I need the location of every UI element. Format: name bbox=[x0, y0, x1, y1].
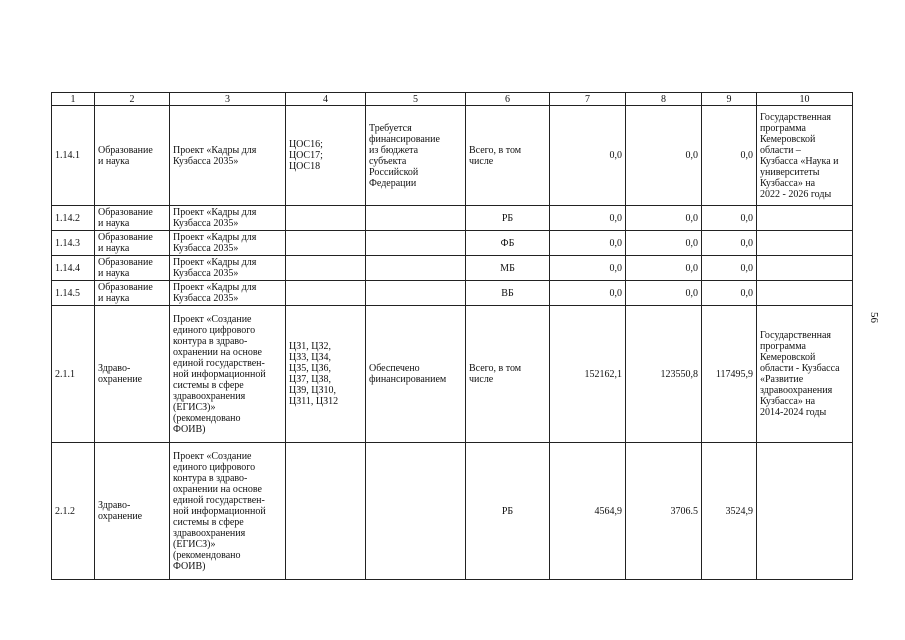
row-project: Проект «Кадры для Кузбасса 2035» bbox=[170, 231, 286, 256]
column-header: 3 bbox=[170, 93, 286, 106]
row-value-col7: 0,0 bbox=[550, 206, 626, 231]
table-row bbox=[52, 256, 853, 281]
row-value-col9: 0,0 bbox=[702, 106, 757, 206]
row-source: РБ bbox=[466, 443, 550, 580]
row-value-col7: 0,0 bbox=[550, 256, 626, 281]
row-codes bbox=[286, 256, 366, 281]
budget-table bbox=[51, 92, 853, 580]
row-id: 1.14.2 bbox=[52, 206, 95, 231]
row-status bbox=[366, 281, 466, 306]
row-value-col7: 152162,1 bbox=[550, 306, 626, 443]
table-row bbox=[52, 281, 853, 306]
row-id: 2.1.1 bbox=[52, 306, 95, 443]
row-project: Проект «Кадры для Кузбасса 2035» bbox=[170, 256, 286, 281]
table-row bbox=[52, 206, 853, 231]
row-value-col9: 3524,9 bbox=[702, 443, 757, 580]
row-value-col8: 0,0 bbox=[626, 281, 702, 306]
table-row bbox=[52, 231, 853, 256]
table-row bbox=[52, 306, 853, 443]
row-status bbox=[366, 443, 466, 580]
row-project: Проект «Кадры для Кузбасса 2035» bbox=[170, 281, 286, 306]
page-number: 56 bbox=[868, 312, 880, 323]
row-project: Проект «Создание единого цифрового контура в здраво- охранении на основе единой государствен- ной информационной системы в сфере здравоохранения (ЕГИСЗ)» (рекомендовано ФОИВ) bbox=[170, 306, 286, 443]
row-value-col7: 0,0 bbox=[550, 106, 626, 206]
row-source: Всего, в том числе bbox=[466, 306, 550, 443]
row-status: Требуется финансирование из бюджета субъекта Российской Федерации bbox=[366, 106, 466, 206]
row-project: Проект «Создание единого цифрового контура в здраво- охранении на основе единой государствен- ной информационной системы в сфере здравоохранения (ЕГИСЗ)» (рекомендовано ФОИВ) bbox=[170, 443, 286, 580]
row-area: Образование и наука bbox=[95, 231, 170, 256]
row-program bbox=[757, 281, 853, 306]
row-status: Обеспечено финансированием bbox=[366, 306, 466, 443]
column-header: 6 bbox=[466, 93, 550, 106]
row-value-col8: 3706.5 bbox=[626, 443, 702, 580]
row-status bbox=[366, 231, 466, 256]
column-header: 5 bbox=[366, 93, 466, 106]
row-value-col9: 0,0 bbox=[702, 231, 757, 256]
row-value-col8: 123550,8 bbox=[626, 306, 702, 443]
row-program: Государственная программа Кемеровской области – Кузбасса «Наука и университеты Кузбасса» на 2022 - 2026 годы bbox=[757, 106, 853, 206]
row-program bbox=[757, 231, 853, 256]
row-id: 2.1.2 bbox=[52, 443, 95, 580]
column-header: 4 bbox=[286, 93, 366, 106]
row-value-col9: 117495,9 bbox=[702, 306, 757, 443]
row-id: 1.14.1 bbox=[52, 106, 95, 206]
row-area: Образование и наука bbox=[95, 281, 170, 306]
row-value-col9: 0,0 bbox=[702, 256, 757, 281]
row-codes bbox=[286, 443, 366, 580]
column-header: 2 bbox=[95, 93, 170, 106]
row-area: Образование и наука bbox=[95, 256, 170, 281]
row-source: Всего, в том числе bbox=[466, 106, 550, 206]
row-program bbox=[757, 206, 853, 231]
row-value-col9: 0,0 bbox=[702, 281, 757, 306]
row-area: Здраво- охранение bbox=[95, 443, 170, 580]
column-header: 7 bbox=[550, 93, 626, 106]
row-area: Образование и наука bbox=[95, 206, 170, 231]
row-value-col8: 0,0 bbox=[626, 256, 702, 281]
column-header: 9 bbox=[702, 93, 757, 106]
row-value-col7: 0,0 bbox=[550, 281, 626, 306]
row-value-col9: 0,0 bbox=[702, 206, 757, 231]
table-row bbox=[52, 106, 853, 206]
row-value-col7: 0,0 bbox=[550, 231, 626, 256]
row-project: Проект «Кадры для Кузбасса 2035» bbox=[170, 206, 286, 231]
row-id: 1.14.4 bbox=[52, 256, 95, 281]
row-value-col7: 4564,9 bbox=[550, 443, 626, 580]
table-header-row bbox=[52, 93, 853, 106]
row-program bbox=[757, 256, 853, 281]
row-codes bbox=[286, 281, 366, 306]
row-area: Здраво- охранение bbox=[95, 306, 170, 443]
row-id: 1.14.3 bbox=[52, 231, 95, 256]
row-source: ФБ bbox=[466, 231, 550, 256]
column-header: 10 bbox=[757, 93, 853, 106]
row-source: РБ bbox=[466, 206, 550, 231]
row-source: ВБ bbox=[466, 281, 550, 306]
row-source: МБ bbox=[466, 256, 550, 281]
table-row bbox=[52, 443, 853, 580]
row-codes bbox=[286, 206, 366, 231]
row-area: Образование и наука bbox=[95, 106, 170, 206]
row-codes bbox=[286, 231, 366, 256]
row-value-col8: 0,0 bbox=[626, 231, 702, 256]
row-value-col8: 0,0 bbox=[626, 106, 702, 206]
row-id: 1.14.5 bbox=[52, 281, 95, 306]
row-codes: ЦЗ1, ЦЗ2, ЦЗ3, ЦЗ4, ЦЗ5, ЦЗ6, ЦЗ7, ЦЗ8, ЦЗ9, ЦЗ10, ЦЗ11, ЦЗ12 bbox=[286, 306, 366, 443]
row-value-col8: 0,0 bbox=[626, 206, 702, 231]
row-program: Государственная программа Кемеровской области - Кузбасса «Развитие здравоохранения Кузбасса» на 2014-2024 годы bbox=[757, 306, 853, 443]
row-status bbox=[366, 206, 466, 231]
column-header: 8 bbox=[626, 93, 702, 106]
row-project: Проект «Кадры для Кузбасса 2035» bbox=[170, 106, 286, 206]
column-header: 1 bbox=[52, 93, 95, 106]
row-status bbox=[366, 256, 466, 281]
row-codes: ЦОС16; ЦОС17; ЦОС18 bbox=[286, 106, 366, 206]
row-program bbox=[757, 443, 853, 580]
